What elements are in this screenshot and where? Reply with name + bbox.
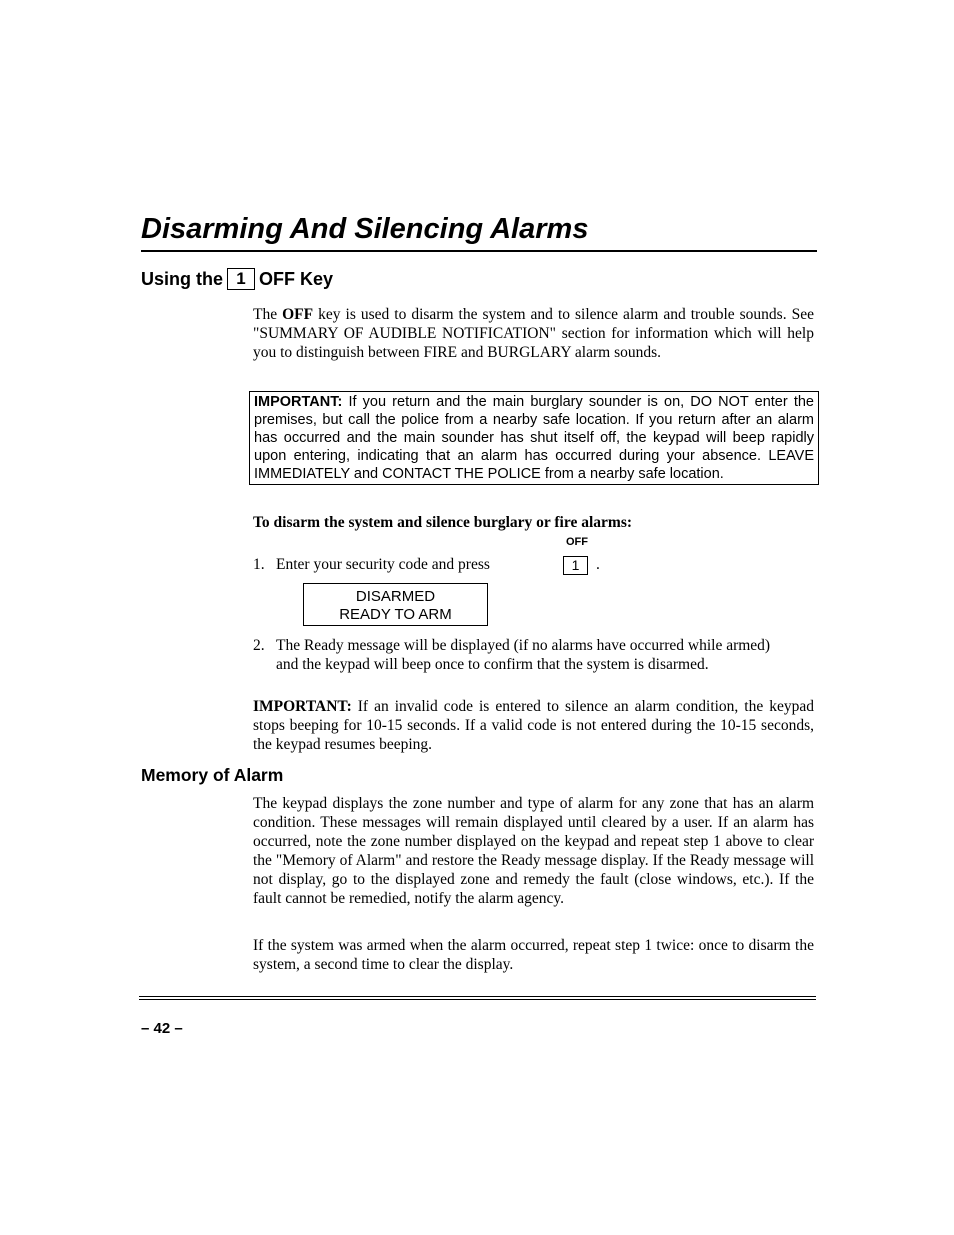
heading-suffix: OFF Key — [259, 269, 334, 289]
off-key-label: OFF — [566, 536, 588, 548]
step-2-number: 2. — [253, 637, 265, 654]
page-number: – 42 – — [141, 1020, 183, 1037]
display-line-2: READY TO ARM — [339, 606, 452, 623]
section-heading-memory: Memory of Alarm — [141, 765, 284, 785]
page-title: Disarming And Silencing Alarms — [141, 213, 589, 245]
section-heading-off-key — [141, 268, 333, 290]
display-line-1: DISARMED — [355, 588, 436, 605]
important-text: If you return and the main burglary sounder is on, DO NOT enter the premises, but call the police from a nearby safe location. If you return after an alarm has occurred and the main sounder has shut itself off, the keypad will beep rapidly upon entering, indicating that an alarm has occurred during your absence. LEAVE IMMEDIATELY and CONTACT THE POLICE from a nearby safe location. — [254, 394, 814, 482]
footer-rule-bottom — [139, 999, 816, 1000]
footer-rule-top — [139, 996, 816, 997]
important-label: IMPORTANT: — [254, 394, 343, 410]
off-bold: OFF — [282, 306, 314, 323]
memory-paragraph-2: If the system was armed when the alarm occurred, repeat step 1 twice: once to disarm the system, a second time to clear the display. — [253, 937, 814, 973]
step-2 — [253, 636, 813, 693]
important-paragraph: IMPORTANT: If an invalid code is entered to silence an alarm condition, the keypad stops beeping for 10-15 seconds. If a valid code is not entered during the 10-15 seconds, the keypad resumes beeping. — [253, 698, 814, 753]
important-label-2: IMPORTANT: — [253, 698, 352, 715]
heading-prefix: Using the — [141, 269, 224, 289]
intro-paragraph: The OFF key is used to disarm the system and to silence alarm and trouble sounds. See "SUMMARY OF AUDIBLE NOTIFICATION" section for information which will help you to distinguish between FIRE and BURGLARY alarm sounds. — [253, 306, 814, 361]
important-notice-box — [249, 391, 819, 485]
keypad-display — [303, 583, 488, 626]
memory-paragraph-1: The keypad displays the zone number and type of alarm for any zone that has an alarm condition. These messages will remain displayed until cleared by a user. If an alarm has occurred, note the zone number displayed on the keypad and repeat step 1 above to clear the "Memory of Alarm" and restore the Ready message display. If the Ready message will not display, go to the displayed zone and remedy the fault (close windows, etc.). If the fault cannot be remedied, notify the alarm agency. — [253, 795, 814, 907]
key-1-icon: 1 — [227, 268, 255, 290]
off-key-icon: 1 — [563, 556, 588, 575]
title-divider — [141, 250, 817, 252]
step-1-period: . — [596, 556, 600, 573]
step-1 — [253, 555, 813, 574]
step-2-text: The Ready message will be displayed (if no alarms have occurred while armed) and the keypad will beep once to confirm that the system is disarmed. — [276, 637, 771, 673]
procedure-heading: To disarm the system and silence burglary or fire alarms: — [253, 514, 633, 531]
step-1-number: 1. — [253, 556, 265, 573]
step-1-text: Enter your security code and press — [276, 556, 490, 573]
